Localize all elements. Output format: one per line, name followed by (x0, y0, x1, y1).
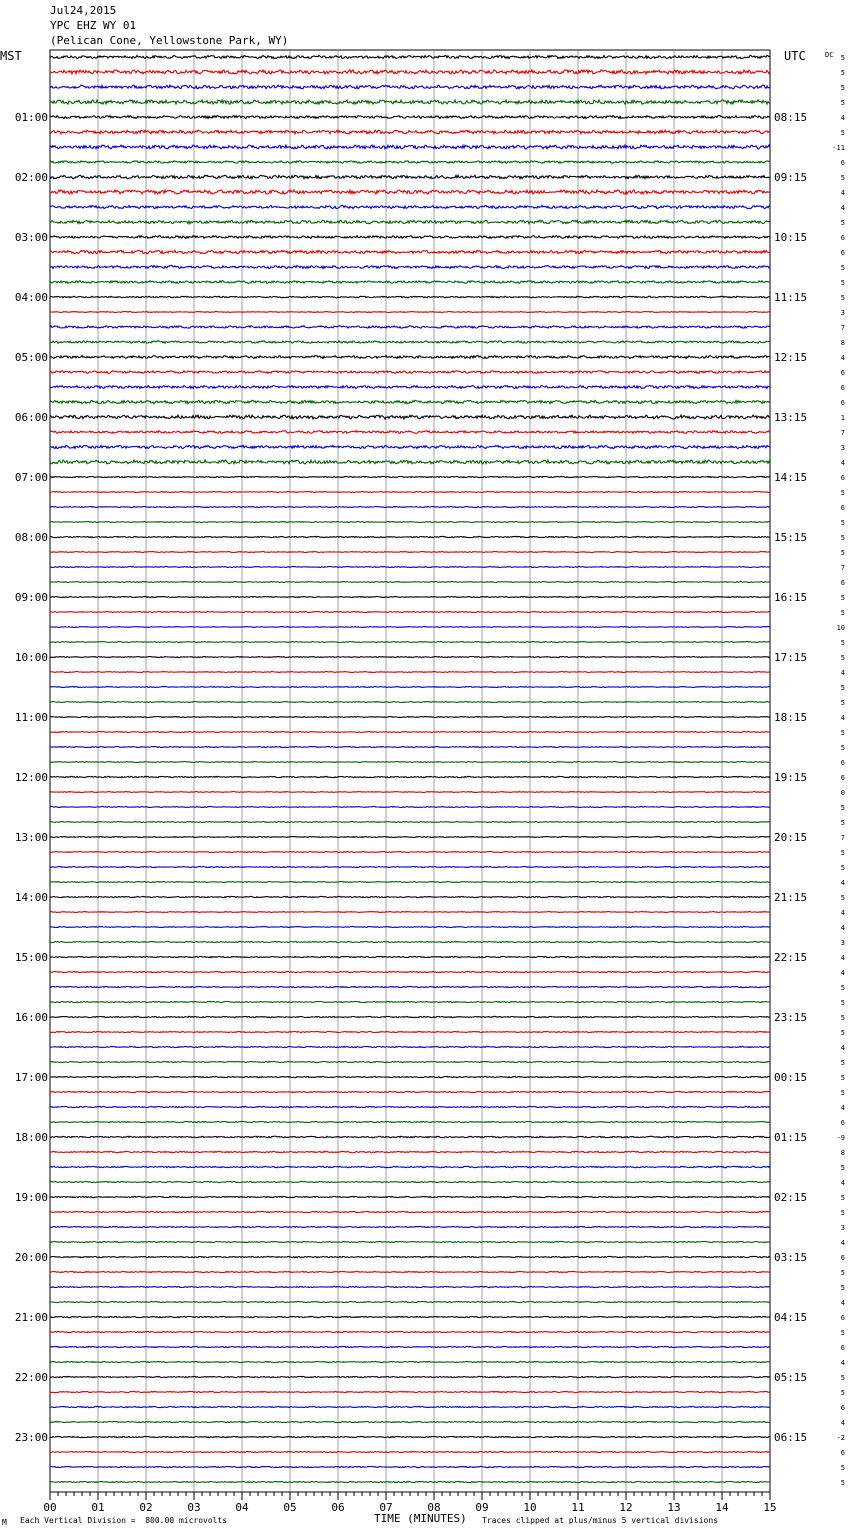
dc-offset-value: -2 (836, 1434, 845, 1442)
dc-offset-value: 5 (840, 534, 845, 542)
dc-offset-value: 4 (840, 1419, 845, 1427)
seismogram-trace (50, 776, 770, 777)
mst-hour-label: 03:00 (14, 231, 48, 244)
mst-hour-label: 01:00 (14, 111, 48, 124)
dc-offset-value: 5 (840, 804, 845, 812)
seismogram-trace (50, 1076, 770, 1077)
utc-hour-label: 05:15 (774, 1371, 808, 1384)
utc-hour-label: 01:15 (774, 1131, 808, 1144)
dc-offset-value: 4 (840, 189, 845, 197)
utc-hour-label: 11:15 (774, 291, 808, 304)
mst-hour-label: 21:00 (14, 1311, 48, 1324)
clipping-note: Traces clipped at plus/minus 5 vertical divisions (482, 1516, 719, 1525)
seismogram-trace (50, 1151, 770, 1153)
mst-hour-label: 19:00 (14, 1191, 48, 1204)
seismogram-trace (50, 567, 770, 568)
x-tick-label: 14 (715, 1501, 729, 1514)
seismogram-trace (50, 717, 770, 718)
seismogram-trace (50, 807, 770, 808)
dc-offset-value: 4 (840, 1299, 845, 1307)
dc-offset-value: 4 (840, 879, 845, 887)
x-tick-label: 06 (331, 1501, 345, 1514)
right-timezone-label: UTC (784, 49, 806, 63)
seismogram-trace (50, 1091, 770, 1092)
seismogram-trace (50, 1316, 770, 1317)
seismogram-trace (50, 822, 770, 823)
seismogram-trace (50, 941, 770, 942)
seismogram-trace (50, 1436, 770, 1437)
dc-offset-value: 5 (840, 1209, 845, 1217)
seismogram-trace (50, 220, 770, 223)
utc-hour-label: 10:15 (774, 231, 808, 244)
seismogram-trace (50, 145, 770, 149)
seismogram-trace (50, 852, 770, 853)
seismogram-trace (50, 1271, 770, 1272)
seismogram-trace (50, 1346, 770, 1347)
seismogram-trace (50, 415, 770, 419)
seismogram-trace (50, 522, 770, 523)
seismogram-trace (50, 356, 770, 359)
dc-offset-value: 3 (840, 444, 845, 452)
utc-hour-label: 03:15 (774, 1251, 808, 1264)
utc-hour-label: 17:15 (774, 651, 808, 664)
mst-hour-label: 04:00 (14, 291, 48, 304)
dc-offset-value: 4 (840, 1044, 845, 1052)
x-tick-label: 03 (187, 1501, 201, 1514)
seismogram-trace (50, 552, 770, 553)
dc-offset-value: 5 (840, 984, 845, 992)
dc-offset-value: 6 (840, 474, 845, 482)
seismogram-trace (50, 1301, 770, 1302)
seismogram-trace (50, 1196, 770, 1197)
dc-offset-value: 6 (840, 1404, 845, 1412)
dc-offset-value: 5 (840, 1389, 845, 1397)
dc-offset-value: 5 (840, 864, 845, 872)
dc-offset-value: 6 (840, 1344, 845, 1352)
seismogram-trace (50, 70, 770, 74)
dc-offset-value: 5 (840, 684, 845, 692)
mst-hour-label: 02:00 (14, 171, 48, 184)
dc-offset-value: 6 (840, 249, 845, 257)
mst-hour-label: 20:00 (14, 1251, 48, 1264)
seismogram-trace (50, 1256, 770, 1257)
seismogram-trace (50, 1106, 770, 1107)
seismogram-trace (50, 882, 770, 883)
utc-hour-label: 06:15 (774, 1431, 808, 1444)
utc-hour-label: 16:15 (774, 591, 808, 604)
dc-offset-value: 5 (840, 609, 845, 617)
seismogram-trace (50, 912, 770, 913)
seismogram-trace (50, 175, 770, 178)
seismogram-trace (50, 1391, 770, 1392)
dc-offset-value: 4 (840, 1239, 845, 1247)
mst-hour-label: 14:00 (14, 891, 48, 904)
seismogram-trace (50, 1211, 770, 1212)
seismogram-trace (50, 400, 770, 403)
dc-offset-value: 6 (840, 579, 845, 587)
dc-offset-value: 5 (840, 1164, 845, 1172)
seismogram-trace (50, 536, 770, 537)
seismogram-trace (50, 1376, 770, 1377)
seismogram-trace (50, 837, 770, 838)
dc-offset-value: 5 (840, 1479, 845, 1487)
seismogram-trace (50, 55, 770, 58)
mst-hour-label: 05:00 (14, 351, 48, 364)
dc-offset-value: 5 (840, 264, 845, 272)
mst-hour-label: 12:00 (14, 771, 48, 784)
seismogram-trace (50, 445, 770, 448)
utc-hour-label: 08:15 (774, 111, 808, 124)
seismogram-trace (50, 1226, 770, 1227)
dc-offset-value: 5 (840, 1089, 845, 1097)
seismogram-trace (50, 1241, 770, 1242)
dc-offset-value: 5 (840, 894, 845, 902)
seismogram-trace (50, 460, 770, 464)
dc-offset-value: 4 (840, 114, 845, 122)
seismogram-trace (50, 956, 770, 957)
utc-hour-label: 23:15 (774, 1011, 808, 1024)
mst-hour-label: 15:00 (14, 951, 48, 964)
seismogram-trace (50, 250, 770, 253)
plot-date: Jul24,2015 (50, 4, 117, 17)
dc-offset-value: 6 (840, 384, 845, 392)
seismogram-trace (50, 1331, 770, 1332)
mst-hour-label: 06:00 (14, 411, 48, 424)
dc-offset-value: 5 (840, 729, 845, 737)
dc-offset-value: 7 (840, 429, 845, 437)
mst-hour-label: 13:00 (14, 831, 48, 844)
seismogram-trace (50, 762, 770, 763)
vertical-scale-note: Each Vertical Division = 800.00 microvolts (20, 1516, 228, 1525)
station-code: YPC EHZ WY 01 (50, 19, 137, 32)
dc-offset-value: 5 (840, 654, 845, 662)
mst-hour-label: 08:00 (14, 531, 48, 544)
x-tick-label: 08 (427, 1501, 441, 1514)
seismogram-trace (50, 687, 770, 688)
dc-offset-value: 3 (840, 309, 845, 317)
seismogram-trace (50, 371, 770, 374)
dc-offset-value: 5 (840, 99, 845, 107)
seismogram-trace (50, 312, 770, 313)
x-tick-label: 04 (235, 1501, 249, 1514)
utc-hour-label: 20:15 (774, 831, 808, 844)
seismogram-trace (50, 492, 770, 493)
dc-offset-value: 6 (840, 159, 845, 167)
dc-offset-value: 4 (840, 354, 845, 362)
mst-hour-label: 23:00 (14, 1431, 48, 1444)
dc-offset-value: 5 (840, 219, 845, 227)
seismogram-trace (50, 266, 770, 269)
seismogram-trace (50, 190, 770, 194)
dc-offset-value: 0 (840, 789, 845, 797)
x-tick-label: 00 (43, 1501, 57, 1514)
utc-hour-label: 21:15 (774, 891, 808, 904)
seismogram-trace (50, 1481, 770, 1482)
x-tick-label: 10 (523, 1501, 537, 1514)
mst-hour-label: 11:00 (14, 711, 48, 724)
dc-offset-value: 5 (840, 54, 845, 62)
dc-offset-value: 5 (840, 129, 845, 137)
utc-hour-label: 15:15 (774, 531, 808, 544)
dc-offset-value: 5 (840, 1029, 845, 1037)
x-tick-label: 01 (91, 1501, 105, 1514)
seismogram-trace (50, 326, 770, 328)
dc-offset-value: 5 (840, 489, 845, 497)
dc-offset-value: 5 (840, 1329, 845, 1337)
utc-hour-label: 13:15 (774, 411, 808, 424)
seismogram-trace (50, 1451, 770, 1452)
seismogram-trace (50, 1061, 770, 1062)
utc-hour-label: 04:15 (774, 1311, 808, 1324)
dc-offset-value: 5 (840, 1269, 845, 1277)
x-tick-label: 15 (763, 1501, 777, 1514)
mst-hour-label: 22:00 (14, 1371, 48, 1384)
seismogram-trace (50, 1001, 770, 1002)
seismogram-trace (50, 657, 770, 658)
seismogram-trace (50, 296, 770, 298)
seismogram-trace (50, 1046, 770, 1047)
x-tick-label: 13 (667, 1501, 681, 1514)
seismogram-trace (50, 1181, 770, 1182)
mst-hour-label: 17:00 (14, 1071, 48, 1084)
mst-hour-label: 10:00 (14, 651, 48, 664)
dc-offset-value: 5 (840, 1194, 845, 1202)
dc-offset-value: -11 (832, 144, 845, 152)
dc-offset-value: 5 (840, 294, 845, 302)
dc-offset-value: 7 (840, 564, 845, 572)
utc-hour-label: 09:15 (774, 171, 808, 184)
dc-offset-value: 6 (840, 1119, 845, 1127)
dc-offset-value: 6 (840, 759, 845, 767)
seismogram-trace (50, 205, 770, 208)
seismogram-trace (50, 281, 770, 284)
dc-offset-value: 1 (840, 414, 845, 422)
x-tick-label: 11 (571, 1501, 585, 1514)
x-tick-label: 02 (139, 1501, 153, 1514)
seismogram-trace (50, 896, 770, 897)
seismogram-trace (50, 130, 770, 134)
x-tick-label: 09 (475, 1501, 489, 1514)
seismogram-trace (50, 612, 770, 613)
dc-offset-value: 8 (840, 339, 845, 347)
seismogram-trace (50, 476, 770, 477)
dc-offset-value: 6 (840, 234, 845, 242)
seismogram-trace (50, 1361, 770, 1362)
dc-offset-value: 6 (840, 1254, 845, 1262)
seismogram-trace (50, 627, 770, 628)
dc-offset-value: 4 (840, 459, 845, 467)
seismogram-trace (50, 161, 770, 163)
utc-hour-label: 00:15 (774, 1071, 808, 1084)
dc-offset-value: 5 (840, 84, 845, 92)
dc-offset-value: 5 (840, 1014, 845, 1022)
utc-hour-label: 19:15 (774, 771, 808, 784)
seismogram-trace (50, 116, 770, 119)
dc-offset-value: 5 (840, 1059, 845, 1067)
dc-offset-value: 5 (840, 1284, 845, 1292)
dc-offset-value: 5 (840, 519, 845, 527)
dc-offset-value: 7 (840, 834, 845, 842)
dc-offset-value: 5 (840, 1464, 845, 1472)
dc-offset-value: 5 (840, 849, 845, 857)
seismogram-trace (50, 732, 770, 733)
x-axis-title: TIME (MINUTES) (374, 1512, 467, 1525)
dc-offset-value: 6 (840, 1314, 845, 1322)
dc-offset-value: 6 (840, 399, 845, 407)
x-tick-label: 12 (619, 1501, 633, 1514)
utc-hour-label: 14:15 (774, 471, 808, 484)
dc-offset-value: 10 (836, 624, 845, 632)
seismogram-trace (50, 1121, 770, 1122)
seismogram-trace (50, 1466, 770, 1467)
dc-offset-value: 6 (840, 369, 845, 377)
seismogram-trace (50, 1421, 770, 1422)
seismogram-trace (50, 386, 770, 389)
dc-offset-value: 4 (840, 924, 845, 932)
mst-hour-label: 07:00 (14, 471, 48, 484)
dc-offset-value: 6 (840, 774, 845, 782)
dc-offset-value: 4 (840, 204, 845, 212)
dc-offset-value: 5 (840, 594, 845, 602)
dc-offset-value: 5 (840, 639, 845, 647)
seismogram-trace (50, 672, 770, 673)
dc-offset-value: 4 (840, 1179, 845, 1187)
seismogram-trace (50, 927, 770, 928)
station-location: (Pelican Cone, Yellowstone Park, WY) (50, 34, 289, 47)
dc-offset-value: 3 (840, 1224, 845, 1232)
seismogram-trace (50, 1031, 770, 1032)
seismogram-trace (50, 85, 770, 89)
dc-offset-value: 5 (840, 174, 845, 182)
seismogram-trace (50, 1166, 770, 1168)
dc-offset-value: 5 (840, 69, 845, 77)
utc-hour-label: 12:15 (774, 351, 808, 364)
dc-offset-value: 5 (840, 744, 845, 752)
dc-offset-value: 5 (840, 819, 845, 827)
seismogram-trace (50, 1136, 770, 1138)
dc-offset-value: -9 (836, 1134, 845, 1142)
seismogram-trace (50, 431, 770, 434)
dc-offset-value: 6 (840, 1449, 845, 1457)
seismogram-trace (50, 1406, 770, 1407)
dc-offset-value: 4 (840, 714, 845, 722)
seismogram-trace (50, 792, 770, 793)
x-tick-label: 07 (379, 1501, 393, 1514)
seismogram-trace (50, 971, 770, 972)
dc-offset-value: 4 (840, 954, 845, 962)
dc-offset-value: 5 (840, 1074, 845, 1082)
seismogram-trace (50, 1286, 770, 1287)
mst-hour-label: 18:00 (14, 1131, 48, 1144)
dc-offset-header: DC (825, 51, 834, 59)
dc-offset-value: 5 (840, 999, 845, 1007)
dc-offset-value: 3 (840, 939, 845, 947)
dc-offset-value: 7 (840, 324, 845, 332)
utc-hour-label: 18:15 (774, 711, 808, 724)
seismogram-trace (50, 986, 770, 987)
mst-hour-label: 09:00 (14, 591, 48, 604)
corner-mark: M (2, 1518, 7, 1527)
dc-offset-value: 6 (840, 504, 845, 512)
dc-offset-value: 5 (840, 1374, 845, 1382)
dc-offset-value: 5 (840, 279, 845, 287)
seismogram-trace (50, 867, 770, 868)
seismogram-trace (50, 597, 770, 598)
seismogram-trace (50, 747, 770, 748)
dc-offset-value: 4 (840, 909, 845, 917)
dc-offset-value: 5 (840, 699, 845, 707)
seismogram-trace (50, 702, 770, 703)
dc-offset-value: 4 (840, 1104, 845, 1112)
seismogram-trace (50, 236, 770, 239)
seismogram-trace (50, 642, 770, 643)
dc-offset-value: 4 (840, 969, 845, 977)
seismogram-trace (50, 507, 770, 508)
utc-hour-label: 02:15 (774, 1191, 808, 1204)
seismogram-trace (50, 582, 770, 583)
dc-offset-value: 8 (840, 1149, 845, 1157)
dc-offset-value: 4 (840, 1359, 845, 1367)
seismogram-trace (50, 341, 770, 343)
x-tick-label: 05 (283, 1501, 297, 1514)
dc-offset-value: 5 (840, 549, 845, 557)
dc-offset-value: 4 (840, 669, 845, 677)
seismogram-trace (50, 100, 770, 104)
utc-hour-label: 22:15 (774, 951, 808, 964)
mst-hour-label: 16:00 (14, 1011, 48, 1024)
seismogram-trace (50, 1016, 770, 1017)
left-timezone-label: MST (0, 49, 22, 63)
